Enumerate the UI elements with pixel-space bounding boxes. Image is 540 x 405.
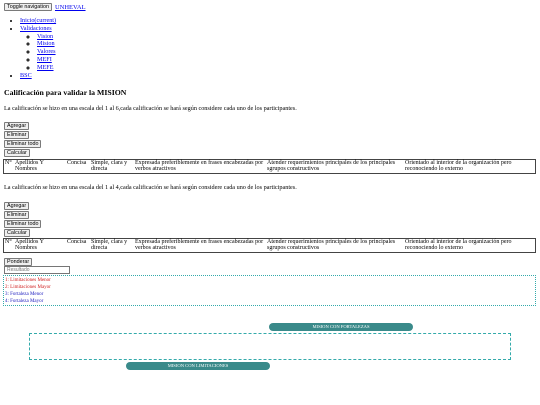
- submenu-item-mefe[interactable]: [37, 64, 56, 72]
- weight-button[interactable]: Ponderar: [4, 258, 32, 266]
- header-concisa: Concisa: [66, 160, 90, 174]
- submenu-link-valores[interactable]: Valores: [37, 48, 56, 56]
- header-expresada: Expresada preferiblemente en frases encabezadas por verbos atractivos: [134, 160, 266, 174]
- submenu-link-vision[interactable]: Vision: [37, 32, 54, 40]
- nav-link-bsc[interactable]: BSC: [20, 71, 32, 79]
- calculate-button[interactable]: Calcular: [4, 149, 30, 157]
- nav-link-inicio[interactable]: Inicio(current): [20, 17, 57, 24]
- result-input[interactable]: [4, 266, 70, 274]
- legend-item: 4: Fortaleza Mayor: [5, 299, 44, 304]
- header-simple: Simple, clara y directa: [90, 160, 134, 174]
- mision-fortalezas-bar: MISION CON FORTALEZAS: [269, 323, 413, 331]
- header-atender: Atender requerimientos principales de los principales sgrupos constructivos: [266, 239, 404, 253]
- calculate-button[interactable]: Calcular: [4, 229, 30, 237]
- page-title: Calificación para validar la MISION: [4, 88, 127, 97]
- header-number: N°: [4, 239, 15, 253]
- header-orientado: Orientado al interior de la organización pero reconociendo lo externo: [404, 160, 536, 174]
- submenu-item-mefi[interactable]: [37, 56, 56, 64]
- rating-table-1: [3, 159, 536, 174]
- nav-item-inicio[interactable]: [20, 17, 56, 25]
- table-header-row: [4, 239, 536, 253]
- mision-limitaciones-bar: MISION CON LIMITACIONES: [126, 362, 270, 370]
- legend-item: 1: Limitaciones Menor: [5, 278, 51, 283]
- header-atender: Atender requerimientos principales de los principales sgrupos constructivos: [266, 160, 404, 174]
- submenu-item-valores[interactable]: [37, 48, 56, 56]
- chart-area: [29, 333, 511, 360]
- legend-box: [3, 275, 536, 306]
- table-header-row: [4, 160, 536, 174]
- section2-description: La calificación se hizo en una escala del 1 al 4,cada calificación se hará según considere cada uno de los participantes.: [4, 184, 297, 191]
- header-concisa: Concisa: [66, 239, 90, 253]
- nav-menu: [20, 17, 56, 79]
- submenu-link-mefe[interactable]: MEFE: [37, 63, 54, 71]
- brand-link[interactable]: UNHEVAL: [54, 3, 86, 11]
- header-expresada: Expresada preferiblemente en frases encabezadas por verbos atractivos: [134, 239, 266, 253]
- submenu-link-mefi[interactable]: MEFI: [37, 55, 52, 63]
- delete-button[interactable]: Eliminar: [4, 131, 29, 139]
- add-button[interactable]: Agregar: [4, 202, 29, 210]
- submenu-item-vision[interactable]: [37, 33, 56, 41]
- nav-item-validaciones[interactable]: [20, 25, 56, 72]
- header-names: Apellidos Y Nombres: [14, 160, 66, 174]
- toggle-navigation-button[interactable]: Toggle navigation: [4, 3, 52, 11]
- top-bar: [4, 3, 86, 11]
- submenu-item-mision[interactable]: [37, 40, 56, 48]
- nav-item-bsc[interactable]: [20, 72, 56, 80]
- header-names: Apellidos Y Nombres: [14, 239, 66, 253]
- section1-description: La calificación se hizo en una escala del 1 al 6,cada calificación se hará según considere cada uno de los participantes.: [4, 105, 297, 112]
- legend-item: 3: Fortaleza Menor: [5, 292, 44, 297]
- delete-all-button[interactable]: Eliminar todo: [4, 220, 41, 228]
- header-simple: Simple, clara y directa: [90, 239, 134, 253]
- nav-link-validaciones[interactable]: Validaciones: [20, 24, 52, 32]
- legend-item: 2: Limitaciones Mayor: [5, 285, 51, 290]
- delete-button[interactable]: Eliminar: [4, 211, 29, 219]
- section1-button-group: [4, 122, 41, 157]
- delete-all-button[interactable]: Eliminar todo: [4, 140, 41, 148]
- validaciones-submenu: [20, 33, 56, 72]
- section2-button-group: [4, 202, 41, 237]
- add-button[interactable]: Agregar: [4, 122, 29, 130]
- header-number: N°: [4, 160, 15, 174]
- submenu-link-mision[interactable]: Mision: [37, 40, 55, 48]
- rating-table-2: [3, 238, 536, 253]
- header-orientado: Orientado al interior de la organización pero reconociendo lo externo: [404, 239, 536, 253]
